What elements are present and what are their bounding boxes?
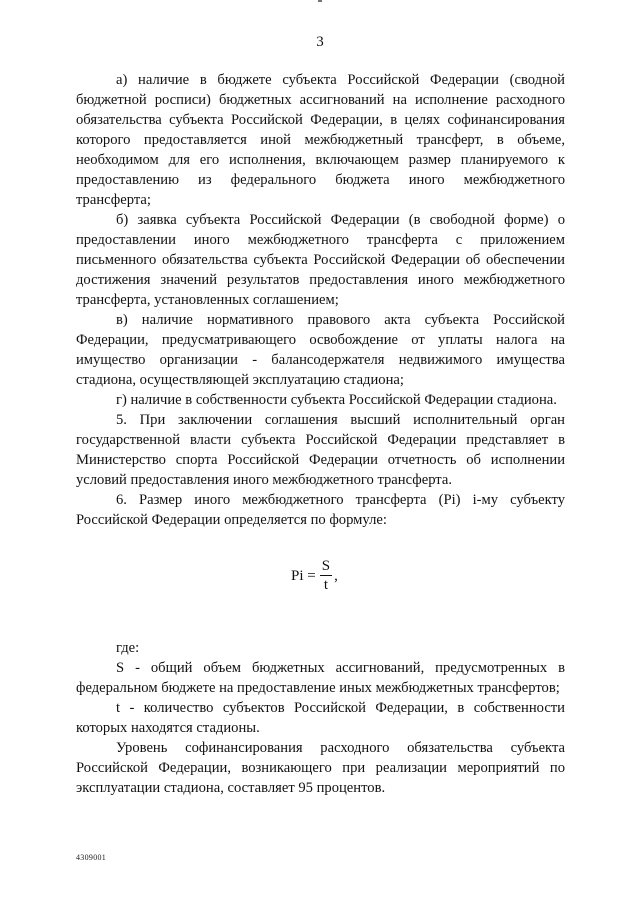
scan-mark <box>318 0 322 2</box>
cofinancing-paragraph: Уровень софинансирования расходного обязательства субъекта Российской Федерации, возникающего при реализации мероприятий по эксплуатации стадиона, составляет 95 процентов. <box>76 740 565 796</box>
formula-lhs: Pi = <box>291 567 316 584</box>
formula <box>76 540 565 612</box>
paragraph-5: 5. При заключении соглашения высший исполнительный орган государственной власти субъекта Российской Федерации представляет в Министерство спорта Российской Федерации отчетность об исполнении условий предоставления иного межбюджетного трансферта. <box>76 412 565 488</box>
formula-fraction <box>320 558 332 593</box>
definition-s: S - общий объем бюджетных ассигнований, предусмотренных в федеральном бюджете на предоставление иных межбюджетных трансфертов; <box>76 660 565 696</box>
page-number: 3 <box>316 34 324 50</box>
fraction-bar <box>320 575 332 576</box>
where-label: где: <box>116 640 140 656</box>
formula-suffix: , <box>334 567 338 584</box>
definition-t: t - количество субъектов Российской Федерации, в собственности которых находятся стадионы. <box>76 700 565 736</box>
paragraph-a: а) наличие в бюджете субъекта Российской Федерации (сводной бюджетной росписи) бюджетных ассигнований на исполнение расходного обязательства субъекта Российской Федерации, в целях софинансирования которого предоставляется иной межбюджетный трансферт, в объеме, необходимом для его исполнения, включающем размер планируемого к предоставлению из федерального бюджета иного межбюджетного трансферта; <box>76 72 565 208</box>
paragraph-g: г) наличие в собственности субъекта Российской Федерации стадиона. <box>116 392 557 408</box>
paragraph-b: б) заявка субъекта Российской Федерации (в свободной форме) о предоставлении иного межбюджетного трансферта с приложением письменного обязательства субъекта Российской Федерации об обеспечении достижения значений результатов предоставления иного межбюджетного трансферта, установленных соглашением; <box>76 212 565 308</box>
document-body <box>76 70 565 798</box>
paragraph-6: 6. Размер иного межбюджетного трансферта (Pi) i-му субъекту Российской Федерации определяется по формуле: <box>76 492 565 528</box>
formula-denominator: t <box>323 577 328 593</box>
formula-numerator: S <box>321 558 331 574</box>
paragraph-v: в) наличие нормативного правового акта субъекта Российской Федерации, предусматривающего освобождение от уплаты налога на имущество организации - балансодержателя недвижимого имущества стадиона, осуществляющей эксплуатацию стадиона; <box>76 312 565 388</box>
document-code: 4309001 <box>76 853 107 862</box>
